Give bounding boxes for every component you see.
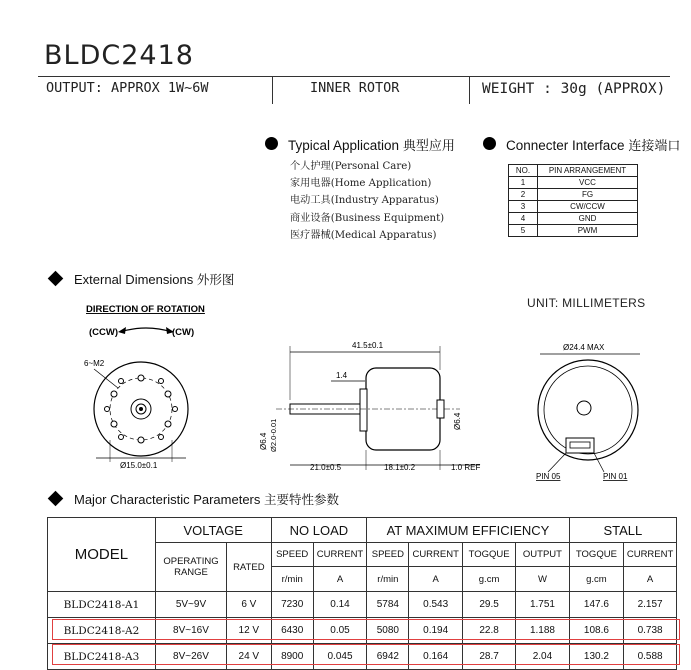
cell-rated: 6 V — [227, 592, 271, 618]
head-current: CURRENT — [409, 543, 462, 567]
params-title — [74, 490, 339, 508]
connector-title-cn: 连接端口 — [628, 139, 681, 154]
unit-cell: W — [516, 567, 569, 592]
pin-arrangement-table — [508, 164, 638, 237]
cell-nl-speed: 6430 — [271, 618, 313, 644]
unit-cell: r/min — [271, 567, 313, 592]
bullet-dot — [483, 137, 496, 150]
pin-name: GND — [538, 213, 638, 225]
head-togque: TOGQUE — [569, 543, 624, 567]
cell-me-current: 0.164 — [409, 644, 462, 670]
unit-cell: A — [624, 567, 677, 592]
dim-24-4: Ø24.4 MAX — [563, 343, 605, 352]
params-title-en: Major Characteristic Parameters — [74, 492, 261, 507]
cell-nl-speed: 7230 — [271, 592, 313, 618]
unit-cell: A — [409, 567, 462, 592]
rotation-title: DIRECTION OF ROTATION — [86, 304, 205, 315]
cell-st-torque: 147.6 — [569, 592, 624, 618]
unit-cell: g.cm — [462, 567, 515, 592]
typical-application-title-cn: 典型应用 — [402, 139, 455, 154]
pin-head-arrangement: PIN ARRANGEMENT — [538, 165, 638, 177]
list-item: 电动工具(Industry Apparatus) — [290, 195, 439, 207]
cell-range: 5V~9V — [155, 592, 226, 618]
table-row — [509, 213, 638, 225]
front-view — [84, 359, 188, 470]
cell-rated: 24 V — [227, 644, 271, 670]
typical-application-title-en: Typical Application — [288, 138, 400, 153]
ccw-label: (CCW) — [89, 327, 119, 338]
unit-cell: g.cm — [569, 567, 624, 592]
cell-me-speed: 6942 — [367, 644, 409, 670]
list-item: 医疗器械(Medical Apparatus) — [290, 229, 437, 241]
cell-st-torque: 108.6 — [569, 618, 624, 644]
list-item: 家用电器(Home Application) — [290, 178, 432, 190]
head-stall: STALL — [569, 518, 676, 543]
cell-me-current: 0.194 — [409, 618, 462, 644]
dim-1-4: 1.4 — [336, 371, 348, 380]
pin-05-label: PIN 05 — [536, 472, 561, 481]
table-row — [509, 189, 638, 201]
cw-label: (CW) — [172, 327, 195, 338]
head-current: CURRENT — [624, 543, 677, 567]
rotor-type: INNER ROTOR — [310, 80, 400, 96]
cell-model: BLDC2418-A3 — [48, 644, 156, 670]
dim-21: 21.0±0.5 — [310, 463, 342, 472]
cell-me-output: 1.188 — [516, 618, 569, 644]
pin-name: FG — [538, 189, 638, 201]
head-speed: SPEED — [367, 543, 409, 567]
table-header-row — [48, 518, 677, 543]
m2-label: 6~M2 — [84, 359, 105, 368]
cell-me-torque: 29.5 — [462, 592, 515, 618]
cell-me-output: 2.04 — [516, 644, 569, 670]
section-diamond — [48, 491, 64, 507]
cell-nl-current: 0.05 — [313, 618, 366, 644]
pin-no: 2 — [509, 189, 538, 201]
side-view — [259, 341, 480, 472]
cell-rated: 12 V — [227, 618, 271, 644]
header-divider — [469, 77, 470, 104]
connector-title — [506, 135, 680, 154]
head-speed: SPEED — [271, 543, 313, 567]
dimension-drawings — [0, 290, 691, 490]
dim-6-4-right: Ø6.4 — [453, 412, 462, 430]
cell-model: BLDC2418-A1 — [48, 592, 156, 618]
cell-st-current: 0.588 — [624, 644, 677, 670]
head-no-load: NO LOAD — [271, 518, 367, 543]
section-diamond — [48, 271, 64, 287]
cell-me-torque: 22.8 — [462, 618, 515, 644]
dim-18: 18.1±0.2 — [384, 463, 416, 472]
dim-15: Ø15.0±0.1 — [120, 461, 158, 470]
typical-application-title — [288, 135, 455, 154]
cell-nl-current: 0.045 — [313, 644, 366, 670]
cell-st-current: 2.157 — [624, 592, 677, 618]
unit-cell: r/min — [367, 567, 409, 592]
back-view — [536, 343, 640, 481]
list-item: 个人护理(Personal Care) — [290, 161, 412, 172]
dim-1-0-ref: 1.0 REF — [451, 463, 481, 472]
head-model: MODEL — [48, 518, 156, 592]
dim-6-4-left: Ø6.4 — [259, 432, 268, 450]
dimensions-title — [74, 270, 234, 288]
header-divider — [272, 77, 273, 104]
cell-nl-speed: 8900 — [271, 644, 313, 670]
pin-no: 1 — [509, 177, 538, 189]
table-row — [509, 165, 638, 177]
highlight-box-a3 — [52, 644, 680, 665]
rotation-arrow — [120, 328, 172, 332]
head-operating-range: OPERATING RANGE — [155, 543, 226, 592]
connector-title-en: Connecter Interface — [506, 138, 625, 153]
list-item: 商业设备(Business Equipment) — [290, 212, 445, 224]
page-title: BLDC2418 — [44, 40, 194, 71]
cell-me-output: 1.751 — [516, 592, 569, 618]
unit-label: UNIT: MILLIMETERS — [527, 296, 646, 310]
weight-spec: WEIGHT : 30g (APPROX) — [482, 81, 666, 97]
head-current: CURRENT — [313, 543, 366, 567]
bullet-dot — [265, 137, 278, 150]
pin-name: CW/CCW — [538, 201, 638, 213]
pin-name: PWM — [538, 225, 638, 237]
dimensions-title-cn: 外形图 — [196, 272, 235, 287]
pin-no: 5 — [509, 225, 538, 237]
head-output: OUTPUT — [516, 543, 569, 567]
dim-41: 41.5±0.1 — [352, 341, 384, 350]
head-max-efficiency: AT MAXIMUM EFFICIENCY — [367, 518, 569, 543]
cell-me-speed: 5080 — [367, 618, 409, 644]
cell-me-speed: 5784 — [367, 592, 409, 618]
output-spec: OUTPUT: APPROX 1W~6W — [46, 80, 209, 96]
head-rated: RATED — [227, 543, 271, 592]
cell-nl-current: 0.14 — [313, 592, 366, 618]
pin-name: VCC — [538, 177, 638, 189]
dim-2-0: Ø2.0-0.01 — [269, 418, 278, 452]
table-row — [509, 201, 638, 213]
highlight-box-a2 — [52, 619, 680, 640]
table-row — [509, 225, 638, 237]
cell-range: 8V~26V — [155, 644, 226, 670]
header-top-rule — [38, 76, 670, 77]
table-row — [48, 592, 677, 618]
params-title-cn: 主要特性参数 — [264, 492, 340, 507]
dimensions-title-en: External Dimensions — [74, 272, 194, 287]
unit-cell: A — [313, 567, 366, 592]
pin-no: 3 — [509, 201, 538, 213]
pin-01-label: PIN 01 — [603, 472, 628, 481]
cell-me-torque: 28.7 — [462, 644, 515, 670]
cell-me-current: 0.543 — [409, 592, 462, 618]
head-voltage: VOLTAGE — [155, 518, 271, 543]
cell-model: BLDC2418-A2 — [48, 618, 156, 644]
application-list — [290, 158, 444, 244]
pin-no: 4 — [509, 213, 538, 225]
arrow-head-left-icon — [118, 327, 126, 334]
table-row — [509, 177, 638, 189]
cell-st-torque: 130.2 — [569, 644, 624, 670]
cell-range: 8V~16V — [155, 618, 226, 644]
pin-head-no: NO. — [509, 165, 538, 177]
head-togque: TOGQUE — [462, 543, 515, 567]
cell-st-current: 0.738 — [624, 618, 677, 644]
